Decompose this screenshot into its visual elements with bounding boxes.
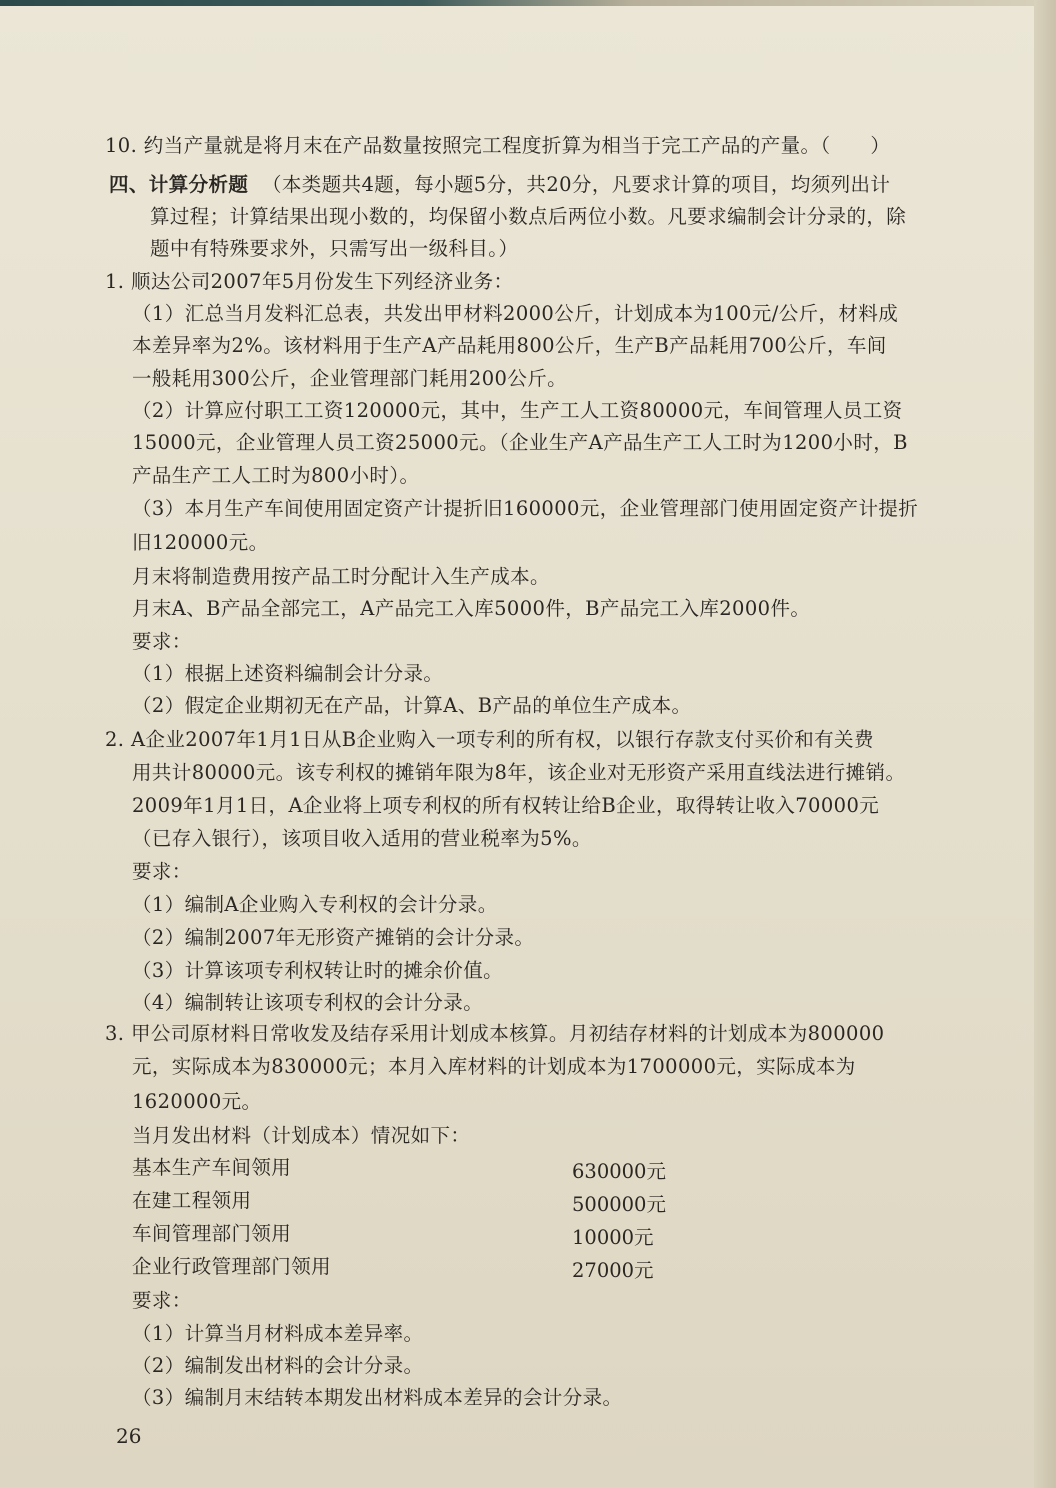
problem-1-req-1: （1）根据上述资料编制会计分录。 [132,662,444,685]
section-instructions-2: 算过程；计算结果出现小数的，均保留小数点后两位小数。凡要求编制会计分录的，除 [150,205,907,228]
problem-1-line: 月末将制造费用按产品工时分配计入生产成本。 [132,565,550,588]
problem-1-line: 本差异率为2%。该材料用于生产A产品耗用800公斤，生产B产品耗用700公斤，车间 [132,334,887,357]
problem-2-requirements: 要求： [132,860,192,883]
page-number: 26 [116,1424,142,1448]
problem-1-line: 一般耗用300公斤，企业管理部门耗用200公斤。 [132,367,568,390]
problem-3-req-2: （2）编制发出材料的会计分录。 [132,1354,424,1377]
problem-1-req-2: （2）假定企业期初无在产品，计算A、B产品的单位生产成本。 [132,694,692,717]
problem-2-req-4: （4）编制转让该项专利权的会计分录。 [132,991,484,1014]
problem-2-line: 2. A企业2007年1月1日从B企业购入一项专利的所有权，以银行存款支付买价和有关费 [105,728,874,751]
section-heading: 四、计算分析题 [109,173,249,196]
material-amount: 630000元 [572,1160,666,1183]
problem-3-line: 1620000元。 [132,1090,262,1113]
material-dept: 基本生产车间领用 [132,1156,292,1179]
section-instructions-3: 题中有特殊要求外，只需写出一级科目。） [150,237,519,260]
problem-1-title: 1. 顺达公司2007年5月份发生下列经济业务： [105,270,514,293]
material-amount: 27000元 [572,1259,654,1282]
problem-2-req-3: （3）计算该项专利权转让时的摊余价值。 [132,959,504,982]
material-amount: 500000元 [572,1193,666,1216]
problem-3-line: 元，实际成本为830000元；本月入库材料的计划成本为1700000元，实际成本为 [132,1055,856,1078]
problem-3-requirements: 要求： [132,1289,192,1312]
problem-1-line: 月末A、B产品全部完工，A产品完工入库5000件，B产品完工入库2000件。 [132,597,811,620]
problem-2-req-2: （2）编制2007年无形资产摊销的会计分录。 [132,926,535,949]
problem-1-line: （2）计算应付职工工资120000元，其中，生产工人工资80000元，车间管理人员工资 [132,399,903,422]
material-dept: 在建工程领用 [132,1189,252,1212]
problem-3-line: 当月发出材料（计划成本）情况如下： [132,1124,471,1147]
problem-1-line: 旧120000元。 [132,531,269,554]
problem-1-line: 15000元，企业管理人员工资25000元。（企业生产A产品生产工人工时为1200小时，B [132,431,908,454]
material-amount: 10000元 [572,1226,654,1249]
problem-1-line: 产品生产工人工时为800小时）。 [132,464,420,487]
section-instructions-1: （本类题共4题，每小题5分，共20分，凡要求计算的项目，均须列出计 [262,173,891,196]
problem-2-line: （已存入银行），该项目收入适用的营业税率为5%。 [132,827,592,850]
problem-1-line: （1）汇总当月发料汇总表，共发出甲材料2000公斤，计划成本为100元/公斤，材料成 [132,302,899,325]
problem-3-line: 3. 甲公司原材料日常收发及结存采用计划成本核算。月初结存材料的计划成本为800000 [105,1022,885,1045]
top-edge [0,0,1056,6]
question-10: 10. 约当产量就是将月末在产品数量按照完工程度折算为相当于完工产品的产量。（ ） [105,134,891,157]
problem-1-requirements: 要求： [132,630,192,653]
material-dept: 企业行政管理部门领用 [132,1255,332,1278]
problem-3-req-1: （1）计算当月材料成本差异率。 [132,1322,424,1345]
problem-3-req-3: （3）编制月末结转本期发出材料成本差异的会计分录。 [132,1386,623,1409]
page-edge [1034,0,1056,1488]
material-dept: 车间管理部门领用 [132,1222,292,1245]
problem-1-line: （3）本月生产车间使用固定资产计提折旧160000元，企业管理部门使用固定资产计提折 [132,497,919,520]
problem-2-line: 2009年1月1日，A企业将上项专利权的所有权转让给B企业，取得转让收入70000元 [132,794,880,817]
problem-2-req-1: （1）编制A企业购入专利权的会计分录。 [132,893,498,916]
problem-2-line: 用共计80000元。该专利权的摊销年限为8年，该企业对无形资产采用直线法进行摊销。 [132,761,906,784]
